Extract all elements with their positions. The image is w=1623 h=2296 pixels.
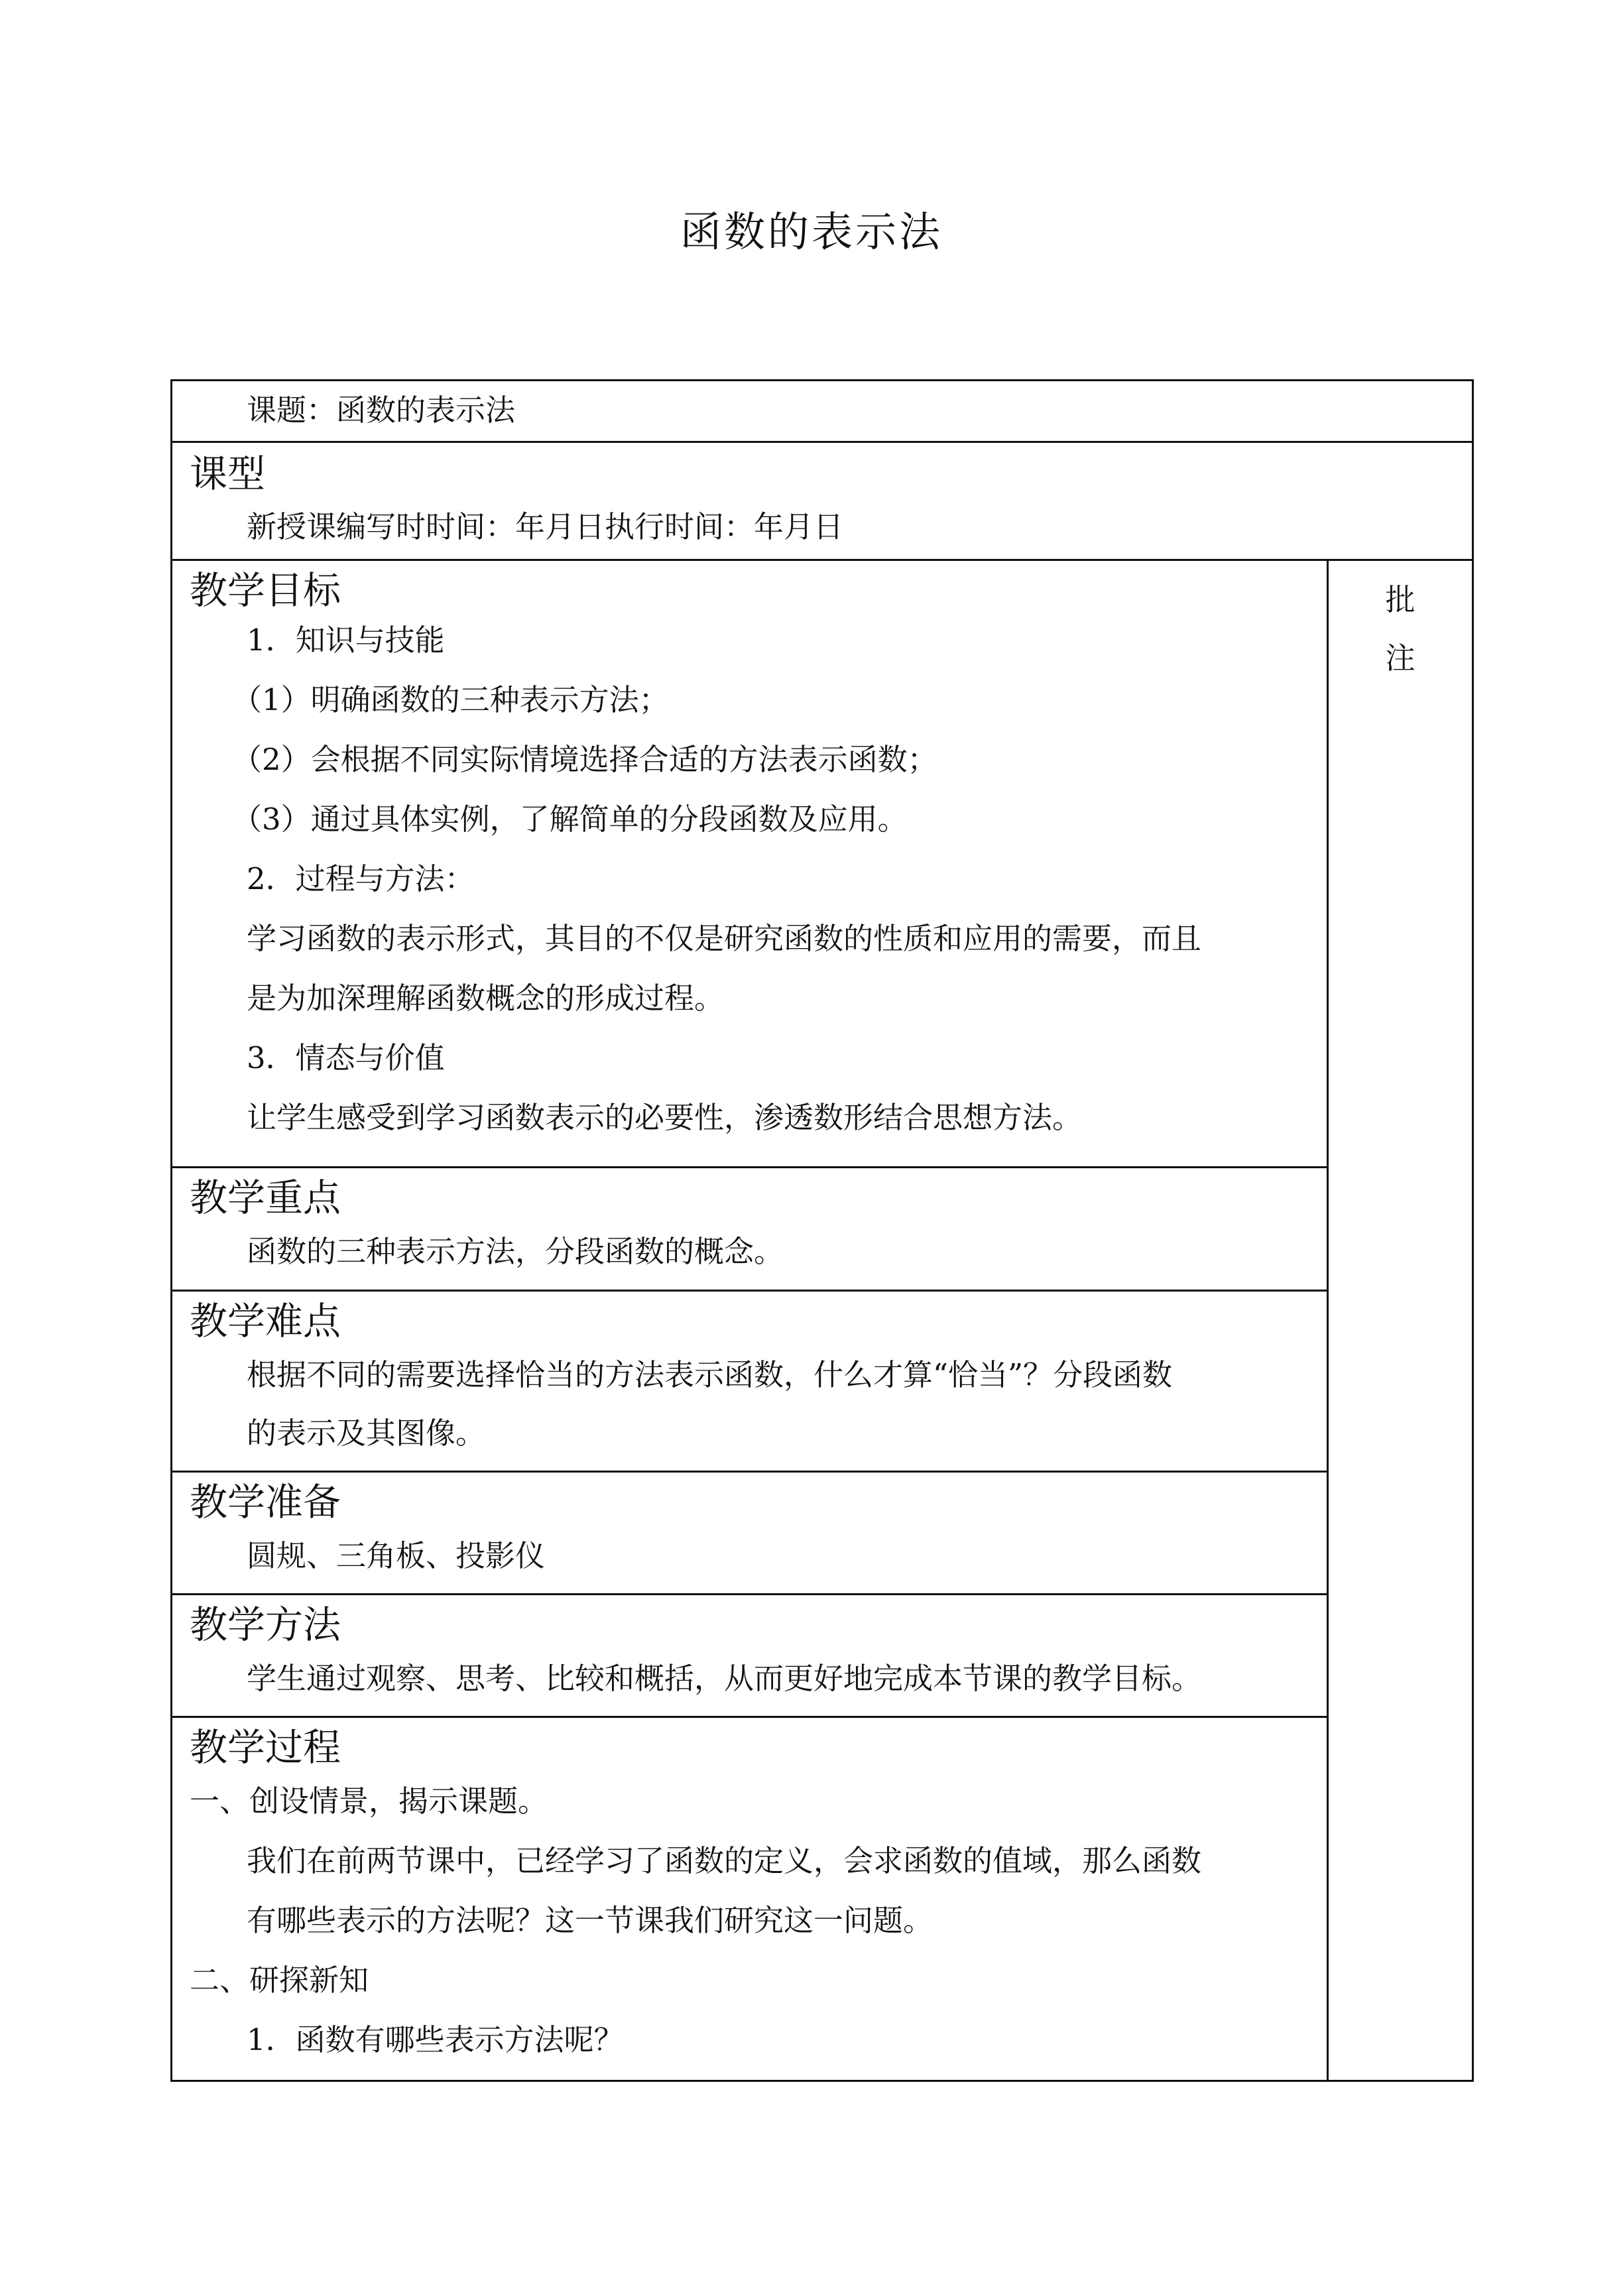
process-line: 1．函数有哪些表示方法呢？ [247,2022,624,2057]
difficulties-heading: 教学难点 [190,1299,341,1343]
annotation-label-2: 注 [1385,640,1415,676]
process-line: 我们在前两节课中，已经学习了函数的定义，会求函数的值域，那么函数 [247,1843,1202,1878]
process-section [172,1718,1327,2080]
preparation-heading: 教学准备 [190,1480,341,1524]
difficulty-line: 的表示及其图像。 [247,1416,486,1451]
objective-line: 让学生感受到学习函数表示的必要性，渗透数形结合思想方法。 [247,1100,1083,1135]
lesson-type-content: 新授课编写时时间：年月日执行时间：年月日 [247,509,844,544]
topic-row [172,381,1472,443]
key-points-content: 函数的三种表示方法，分段函数的概念。 [247,1234,784,1269]
methods-heading: 教学方法 [190,1603,341,1647]
process-heading: 教学过程 [190,1726,341,1770]
objective-line: （3）通过具体实例，了解简单的分段函数及应用。 [232,802,908,837]
methods-section [172,1595,1327,1718]
difficulty-line: 根据不同的需要选择恰当的方法表示函数，什么才算“恰当”？分段函数 [247,1357,1173,1392]
lesson-type-heading: 课型 [190,452,265,496]
process-line: 有哪些表示的方法呢？这一节课我们研究这一问题。 [247,1903,933,1938]
document-title: 函数的表示法 [680,208,943,256]
objective-line: 学习函数的表示形式，其目的不仅是研究函数的性质和应用的需要，而且 [247,921,1202,956]
preparation-content: 圆规、三角板、投影仪 [247,1538,546,1573]
process-line: 一、创设情景，揭示课题。 [190,1783,548,1819]
objective-line: 3．情态与价值 [247,1040,445,1075]
objective-line: （2）会根据不同实际情境选择合适的方法表示函数； [232,742,937,777]
objective-line: 2．过程与方法： [247,861,475,896]
key-points-section [172,1168,1327,1292]
methods-content: 学生通过观察、思考、比较和概括，从而更好地完成本节课的教学目标。 [247,1661,1202,1696]
objective-line: 是为加深理解函数概念的形成过程。 [247,981,725,1016]
objectives-section [172,561,1327,1168]
topic-text: 课题：函数的表示法 [247,393,516,428]
process-line: 二、研探新知 [190,1963,369,1998]
lesson-type-row [172,443,1472,561]
annotation-column [1327,561,1472,2080]
objective-line: 1．知识与技能 [247,623,445,658]
objectives-heading-text: 教学目标 [190,569,341,613]
lesson-plan-table [170,379,1474,2082]
key-points-heading: 教学重点 [190,1176,341,1220]
objective-line: （1）明确函数的三种表示方法； [232,682,669,717]
preparation-section [172,1473,1327,1595]
annotation-label-1: 批 [1385,582,1415,617]
difficulties-section [172,1292,1327,1473]
